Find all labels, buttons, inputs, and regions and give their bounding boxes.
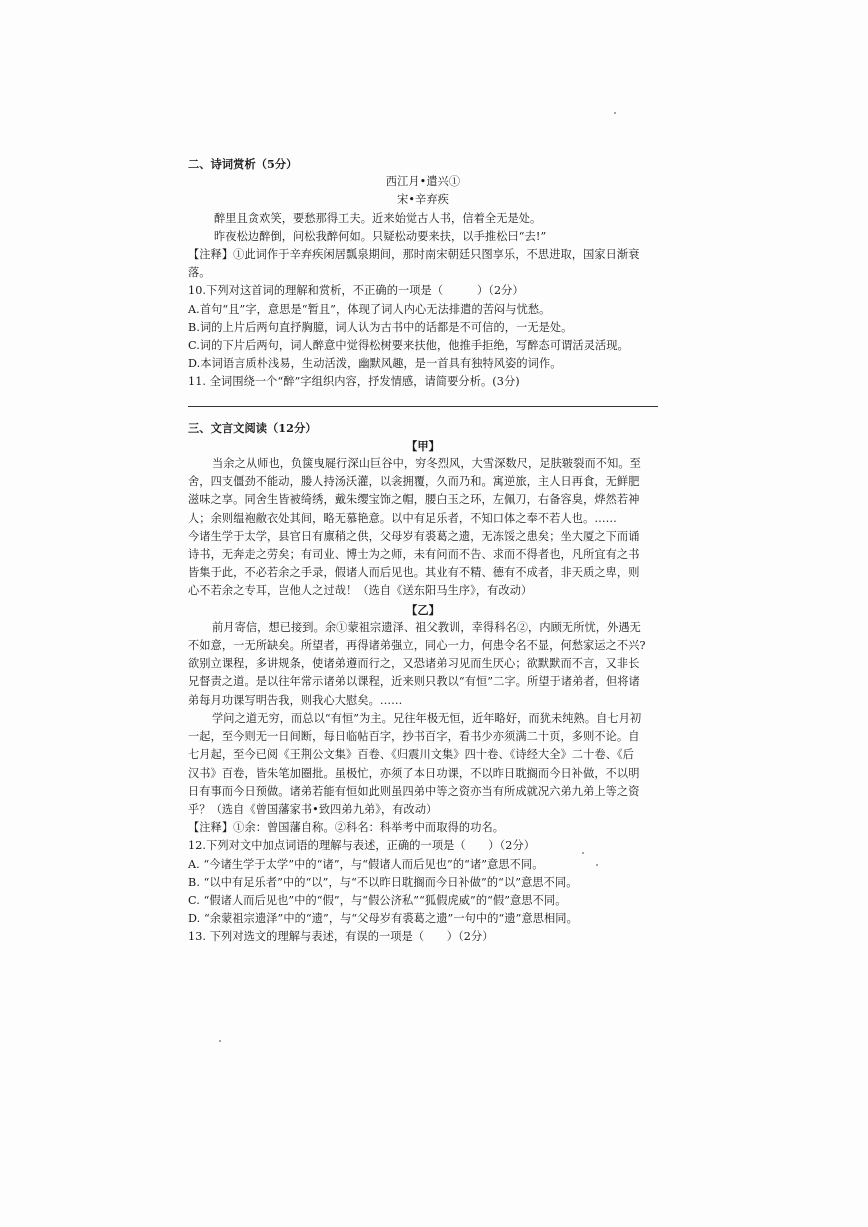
scan-speck (614, 112, 616, 114)
question-10-option-c: C.词的下片后两句，词人醉意中觉得松树要来扶他，他推手拒绝，写醉态可谓活灵活现。 (188, 339, 629, 353)
passage-yi-line: 日有事而今日预做。诸弟若能有恒如此则虽四弟中等之资亦当有所成就况六弟九弟上等之资 (188, 784, 640, 798)
poem-author: 宋•辛弃疾 (397, 193, 449, 207)
passage-jia-line: 滋味之享。同舍生皆被绮绣，戴朱缨宝饰之帽，腰白玉之环，左佩刀，右备容臭，烨然若神 (188, 493, 640, 507)
passage-yi-line: 前月寄信，想已接到。余①蒙祖宗遗泽、祖父教训，幸得科名②，内顾无所忧，外遇无 (212, 620, 641, 634)
passage-yi-line: 兄督责之道。是以往年常示诸弟以课程，近来则只教以“有恒”二字。所望于诸弟者，但将诸 (188, 675, 640, 689)
passage-yi-label: 【乙】 (406, 602, 440, 617)
passage-yi-line: 学问之道无穷，而总以“有恒”为主。兄往年极无恒，近年略好，而犹未纯熟。自七月初 (212, 711, 642, 725)
poetry-section-title: 二、诗词赏析（5分） (188, 157, 298, 171)
question-12-option-b: B. “以中有足乐者”中的“以”，与“不以昨日耽搁而今日补做”的“以”意思不同。 (188, 875, 578, 889)
classical-note: 【注释】①余：曾国藩自称。②科名：科举考中而取得的功名。 (188, 821, 505, 835)
question-12: 12.下列对文中加点词语的理解与表述，正确的一项是（ ）（2分） (188, 839, 536, 853)
passage-jia-line: 人；余则缊袍敝衣处其间，略无慕艳意。以中有足乐者，不知口体之奉不若人也。…… (188, 511, 617, 525)
poem-line: 昨夜松边醉倒，问松我醉何如。只疑松动要来扶，以手推松曰“去!” (214, 229, 547, 243)
question-12-option-c: C. “假诸人而后见也”中的“假”，与“假公济私”“狐假虎威”的“假”意思不同。 (188, 893, 567, 907)
passage-yi-line: 欲别立课程，多讲规条，使诸弟遵而行之，又恐诸弟习见而生厌心；欲默默而不言，又非长 (188, 657, 640, 671)
question-10-option-b: B.词的上片后两句直抒胸臆，词人认为古书中的话都是不可信的，一无是处。 (188, 320, 573, 334)
scan-speck (219, 1040, 221, 1042)
passage-jia-line: 心不若余之专耳，岂他人之过哉！（选自《送东阳马生序》，有改动） (188, 584, 533, 598)
question-10: 10.下列对这首词的理解和赏析，不正确的一项是（ ）（2分） (188, 284, 524, 298)
poem-note: 【注释】①此词作于辛弃疾闲居瓢泉期间，那时南宋朝廷只图享乐，不思进取，国家日渐衰 (188, 248, 640, 262)
exam-content (188, 155, 658, 947)
question-10-option-a: A.首句“且”字，意思是“暂且”，体现了词人内心无法排遣的苦闷与忧愁。 (188, 302, 551, 316)
passage-yi-line: 弟每月功课写明告我，则我心大慰矣。…… (188, 693, 403, 707)
passage-yi-line: 七月起，至今已阅《王荆公文集》百卷、《归震川文集》四十卷、《诗经大全》二十卷、《后 (188, 748, 634, 762)
question-12-option-d: D. “余蒙祖宗遗泽”中的“遗”，与“父母岁有裘葛之遗”一句中的“遗”意思相同。 (188, 912, 578, 926)
passage-yi-line: 不如意，一无所缺矣。所望者，再得诸弟强立，同心一力，何患令名不显，何愁家运之不兴? (188, 639, 646, 653)
poem-note: 落。 (188, 266, 211, 280)
passage-jia-line: 当余之从师也，负箧曳屣行深山巨谷中，穷冬烈风，大雪深数尺，足肤皲裂而不知。至 (212, 457, 641, 471)
passage-jia-label: 【甲】 (406, 438, 440, 453)
passage-yi-line: 一起，至今则无一日间断，每日临帖百字，抄书百字，看书少亦须满二十页，多则不论。自 (188, 730, 640, 744)
passage-yi-line: 乎？（选自《曾国藩家书•致四弟九弟》，有改动） (188, 802, 438, 816)
question-11: 11. 全词围绕一个“醉”字组织内容，抒发情感，请简要分析。(3分) (188, 375, 520, 389)
answer-line-divider (188, 406, 658, 407)
passage-jia-line: 今诸生学于太学，县官日有廪稍之供，父母岁有裘葛之遗，无冻馁之患矣；坐大厦之下而诵 (188, 529, 640, 543)
question-13: 13. 下列对选文的理解与表述，有误的一项是（ ）（2分） (188, 930, 494, 944)
classical-section-title: 三、文言文阅读（12分） (188, 420, 317, 435)
passage-jia-line: 舍，四支僵劲不能动，媵人持汤沃灌，以衾拥覆，久而乃和。寓逆旅，主人日再食，无鲜肥 (188, 475, 640, 489)
passage-jia-line: 诗书，无奔走之劳矣；有司业、博士为之师，未有问而不告、求而不得者也，凡所宜有之书 (188, 548, 640, 562)
question-12-option-a: A. “今诸生学于太学”中的“诸”，与“假诸人而后见也”的“诸”意思不同。 (188, 857, 544, 871)
poem-title: 西江月•遣兴① (385, 175, 461, 189)
poem-line: 醉里且贪欢笑，要愁那得工夫。近来始觉古人书，信着全无是处。 (214, 211, 542, 225)
passage-jia-line: 皆集于此，不必若余之手录，假诸人而后见也。其业有不精、德有不成者，非天质之卑，则 (188, 566, 640, 580)
question-10-option-d: D.本词语言质朴浅易，生动活泼，幽默风趣，是一首具有独特风姿的词作。 (188, 357, 562, 371)
passage-yi-line: 汉书》百卷，皆朱笔加圈批。虽极忙，亦须了本日功课，不以昨日耽搁而今日补做，不以明 (188, 766, 640, 780)
